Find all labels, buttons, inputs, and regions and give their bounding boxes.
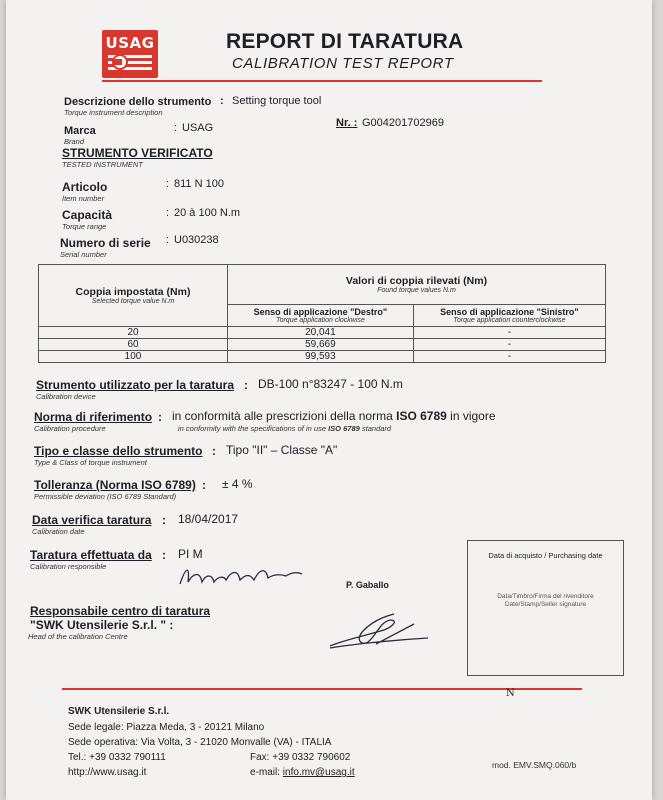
responsible-label-en: Calibration responsible xyxy=(30,562,107,571)
col-counterclockwise-title: Senso di applicazione "Sinistro" xyxy=(440,307,579,317)
norm-value-iso: ISO 6789 xyxy=(396,409,447,423)
calibration-report-page xyxy=(6,0,652,800)
tolerance-label-en: Permissible deviation (ISO 6789 Standard) xyxy=(34,492,177,501)
type-label: Tipo e classe dello strumento xyxy=(34,444,203,458)
handwritten-signature xyxy=(176,562,306,592)
device-value: DB-100 n°83247 - 100 N.m xyxy=(258,377,403,391)
row-clockwise-value: 20,041 xyxy=(228,327,414,339)
norm-label: Norma di riferimento xyxy=(34,410,153,424)
norm-label-en: Calibration procedure xyxy=(34,424,106,433)
footer-website[interactable]: http://www.usag.it xyxy=(68,767,147,778)
responsible-colon: : xyxy=(162,548,166,562)
row-counterclockwise-value: - xyxy=(413,339,605,351)
serial-label-en: Serial number xyxy=(60,250,107,259)
footer-company: SWK Utensilerie S.r.l. xyxy=(68,706,170,717)
centre-label-en: Head of the calibration Centre xyxy=(28,632,128,641)
row-set-value: 60 xyxy=(39,339,228,351)
type-label-en: Type & Class of torque instrument xyxy=(34,458,147,467)
article-label: Articolo xyxy=(62,180,108,194)
col-counterclockwise-header xyxy=(413,305,605,327)
article-colon: : xyxy=(166,178,170,190)
responsible-label: Taratura effettuata da xyxy=(30,548,152,562)
calibration-table xyxy=(38,264,606,363)
row-counterclockwise-value: - xyxy=(413,327,605,339)
col-clockwise-title: Senso di applicazione "Destro" xyxy=(253,307,388,317)
footer-email-label: e-mail: xyxy=(250,767,281,778)
serial-colon: : xyxy=(166,234,170,246)
capacity-value: 20 à 100 N.m xyxy=(174,207,241,219)
description-label: Descrizione dello strumento xyxy=(64,96,212,108)
purchase-stamp-line-2: Date/Stamp/Seller signature xyxy=(504,601,587,608)
report-number-value: G004201702969 xyxy=(362,117,444,129)
norm-value-post: in vigore xyxy=(450,409,496,423)
report-number-label: Nr. : xyxy=(336,117,358,129)
tested-section-title-en: TESTED INSTRUMENT xyxy=(62,160,143,169)
tolerance-colon: : xyxy=(202,478,206,492)
footer-email-link[interactable]: info.mv@usag.it xyxy=(282,767,355,778)
col-clockwise-header xyxy=(228,305,414,327)
date-label: Data verifica taratura xyxy=(32,513,152,527)
capacity-label-en: Torque range xyxy=(62,222,107,231)
col-set-torque-header xyxy=(39,265,228,327)
responsible-value: PI M xyxy=(178,547,203,561)
article-value: 811 N 100 xyxy=(174,178,224,190)
type-value: Tipo "II" – Classe "A" xyxy=(226,443,338,457)
found-values-header xyxy=(228,265,606,305)
centre-signature xyxy=(324,610,434,652)
usag-logo xyxy=(102,30,158,78)
col-clockwise-sub: Torque application clockwise xyxy=(275,317,365,324)
signer-name: P. Gaballo xyxy=(346,580,389,590)
purchase-stamp-text xyxy=(468,593,623,609)
capacity-colon: : xyxy=(166,207,170,219)
footer-fax: Fax: +39 0332 790602 xyxy=(250,752,351,763)
brand-label-en: Brand xyxy=(64,137,85,146)
type-colon: : xyxy=(212,444,216,458)
norm-value-en-iso: ISO 6789 xyxy=(328,424,360,433)
footer-email xyxy=(250,767,355,778)
date-colon: : xyxy=(162,513,166,527)
brand-value: USAG xyxy=(182,122,214,134)
table-row xyxy=(39,351,606,363)
tolerance-value: ± 4 % xyxy=(222,477,253,491)
norm-value xyxy=(172,409,496,423)
description-value: Setting torque tool xyxy=(232,95,322,107)
found-values-title: Valori di coppia rilevati (Nm) xyxy=(345,275,488,287)
norm-colon: : xyxy=(158,410,162,424)
norm-value-en-post: standard xyxy=(361,424,392,433)
row-clockwise-value: 59,669 xyxy=(228,339,414,351)
centre-label-2: "SWK Utensilerie S.r.l. " : xyxy=(30,618,174,632)
norm-value-pre: in conformità alle prescrizioni della norma xyxy=(172,409,393,423)
centre-label-1: Responsabile centro di taratura xyxy=(30,604,211,618)
col-set-torque-title: Coppia impostata (Nm) xyxy=(75,286,191,298)
row-clockwise-value: 99,593 xyxy=(228,351,414,363)
row-set-value: 100 xyxy=(39,351,228,363)
article-label-en: Item number xyxy=(62,194,105,203)
capacity-label: Capacità xyxy=(62,208,113,222)
description-colon: : xyxy=(220,95,224,107)
footer-legal-address: Sede legale: Piazza Meda, 3 - 20121 Milano xyxy=(68,722,265,733)
footer-operative-address: Sede operativa: Via Volta, 3 - 21020 Monvalle (VA) - ITALIA xyxy=(68,737,332,748)
footer-module-code: mod. EMV.SMQ.060/b xyxy=(492,760,577,770)
norm-value-en xyxy=(178,424,391,433)
footer-mark: N xyxy=(506,688,515,699)
footer-divider xyxy=(62,688,582,690)
purchase-date-box xyxy=(467,540,624,676)
table-row xyxy=(39,339,606,351)
purchase-stamp-line-1: Data/Timbro/Firma del rivenditore xyxy=(497,593,594,600)
report-title: REPORT DI TARATURA xyxy=(226,30,464,53)
device-colon: : xyxy=(244,378,248,392)
tolerance-label: Tolleranza (Norma ISO 6789) xyxy=(34,478,196,492)
header-divider xyxy=(102,80,542,82)
norm-value-en-pre: in conformity with the specifications of in use xyxy=(178,424,326,433)
device-label-en: Calibration device xyxy=(36,392,96,401)
date-label-en: Calibration date xyxy=(32,527,85,536)
wrench-icon xyxy=(108,52,152,74)
tested-section-title: STRUMENTO VERIFICATO xyxy=(62,146,213,160)
brand-colon: : xyxy=(174,122,178,134)
table-row xyxy=(39,327,606,339)
brand-label: Marca xyxy=(64,125,96,137)
description-label-en: Torque instrument description xyxy=(64,108,163,117)
row-counterclockwise-value: - xyxy=(413,351,605,363)
purchase-date-title: Data di acquisto / Purchasing date xyxy=(488,551,603,560)
footer-tel: Tel.: +39 0332 790111 xyxy=(68,752,166,763)
row-set-value: 20 xyxy=(39,327,228,339)
device-label: Strumento utilizzato per la taratura xyxy=(36,378,235,392)
logo-text: USAG xyxy=(105,34,155,52)
report-subtitle: CALIBRATION TEST REPORT xyxy=(232,55,454,72)
serial-value: U030238 xyxy=(174,234,219,246)
serial-label: Numero di serie xyxy=(60,236,151,250)
col-counterclockwise-sub: Torque application counterclockwise xyxy=(453,317,566,324)
date-value: 18/04/2017 xyxy=(178,512,239,526)
col-set-torque-sub: Selected torque value N.m xyxy=(91,298,175,305)
found-values-sub: Found torque values N.m xyxy=(377,287,456,294)
